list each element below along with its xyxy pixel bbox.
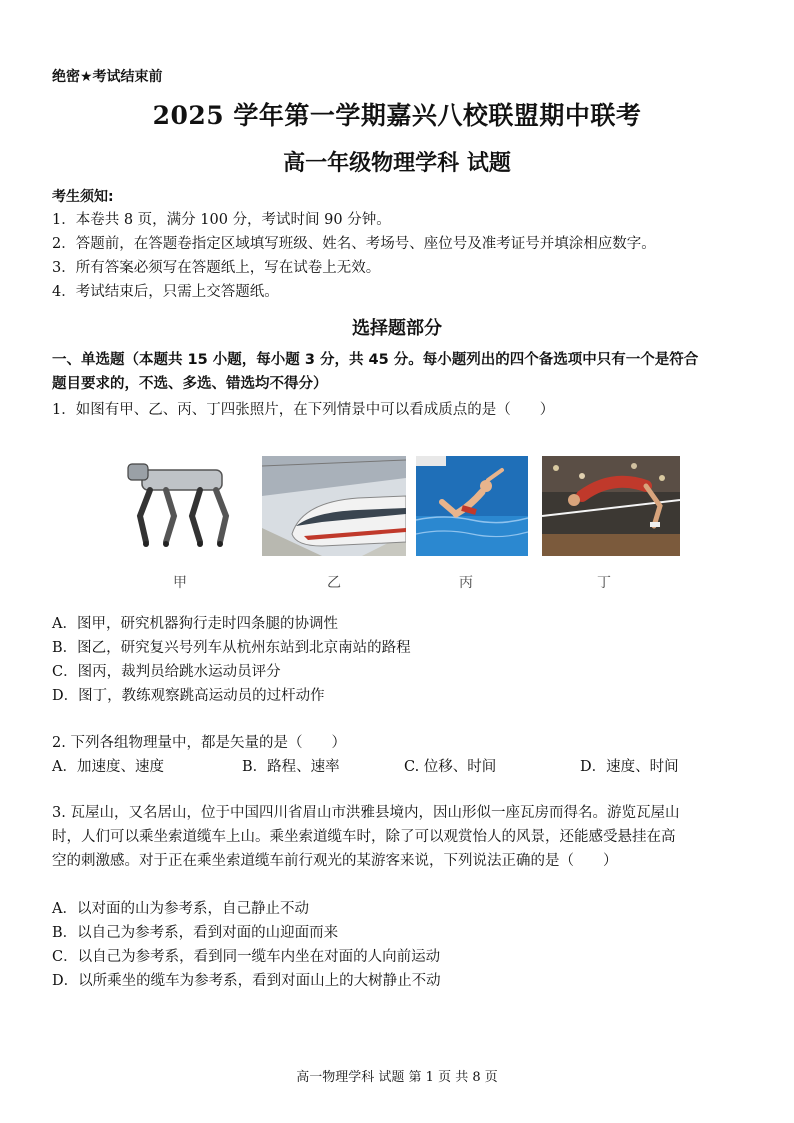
high-jump-photo bbox=[542, 456, 680, 556]
section-title: 选择题部分 bbox=[352, 318, 442, 339]
q2-option-b: B．路程、速率 bbox=[242, 759, 340, 775]
part1-heading-line: 题目要求的，不选、多选、错选均不得分） bbox=[52, 376, 328, 392]
notice-item: 1．本卷共 8 页，满分 100 分，考试时间 90 分钟。 bbox=[52, 212, 391, 228]
q3-stem-line: 空的刺激感。对于正在乘坐索道缆车前行观光的某游客来说，下列说法正确的是（ ） bbox=[52, 853, 618, 869]
diver-photo bbox=[416, 456, 528, 556]
q2-option-a: A．加速度、速度 bbox=[52, 759, 164, 775]
notice-heading: 考生须知: bbox=[52, 189, 114, 205]
photo-caption: 乙 bbox=[327, 575, 341, 591]
q3-stem-line: 时，人们可以乘坐索道缆车上山。乘坐索道缆车时，除了可以观赏怡人的风景，还能感受悬挂在高 bbox=[52, 829, 676, 845]
photo-caption: 甲 bbox=[173, 575, 187, 591]
q2-option-c: C. 位移、时间 bbox=[404, 759, 497, 775]
part1-heading bbox=[52, 348, 752, 396]
q3-stem-line: 3. 瓦屋山，又名居山，位于中国四川省眉山市洪雅县境内，因山形似一座瓦房而得名。游览瓦屋山 bbox=[52, 805, 680, 821]
photo-caption: 丁 bbox=[597, 575, 611, 591]
page-footer: 高一物理学科 试题 第 1 页 共 8 页 bbox=[296, 1070, 498, 1085]
q3-option-c: C．以自己为参考系，看到同一缆车内坐在对面的人向前运动 bbox=[52, 949, 441, 965]
robot-dog-photo bbox=[122, 456, 240, 556]
q2-option-d: D．速度、时间 bbox=[580, 759, 679, 775]
q3-option-a: A．以对面的山为参考系，自己静止不动 bbox=[52, 901, 309, 917]
notice-item: 2．答题前，在答题卷指定区域填写班级、姓名、考场号、座位号及准考证号并填涂相应数字。 bbox=[52, 236, 656, 252]
q2-stem: 2. 下列各组物理量中，都是矢量的是（ ） bbox=[52, 735, 346, 751]
q1-option-b: B．图乙，研究复兴号列车从杭州东站到北京南站的路程 bbox=[52, 640, 411, 656]
train-photo bbox=[262, 456, 406, 556]
q1-option-d: D．图丁，教练观察跳高运动员的过杆动作 bbox=[52, 688, 325, 704]
part1-heading-line: 一、单选题（本题共 15 小题，每小题 3 分，共 45 分。每小题列出的四个备选项中只有一个是符合 bbox=[52, 352, 699, 368]
exam-title: 2025 学年第一学期嘉兴八校联盟期中联考 bbox=[152, 101, 642, 130]
q1-option-c: C．图丙，裁判员给跳水运动员评分 bbox=[52, 664, 281, 680]
notice-item: 3．所有答案必须写在答题纸上，写在试卷上无效。 bbox=[52, 260, 381, 276]
q3-option-d: D．以所乘坐的缆车为参考系，看到对面山上的大树静止不动 bbox=[52, 973, 441, 989]
exam-subtitle: 高一年级物理学科 试题 bbox=[283, 150, 511, 176]
notice-item: 4．考试结束后，只需上交答题纸。 bbox=[52, 284, 279, 300]
photo-caption: 丙 bbox=[459, 575, 473, 591]
q3-option-b: B．以自己为参考系，看到对面的山迎面而来 bbox=[52, 925, 339, 941]
confidential-label: 绝密★考试结束前 bbox=[52, 69, 163, 85]
q1-stem: 1．如图有甲、乙、丙、丁四张照片，在下列情景中可以看成质点的是（ ） bbox=[52, 402, 555, 418]
q1-option-a: A．图甲，研究机器狗行走时四条腿的协调性 bbox=[52, 616, 338, 632]
